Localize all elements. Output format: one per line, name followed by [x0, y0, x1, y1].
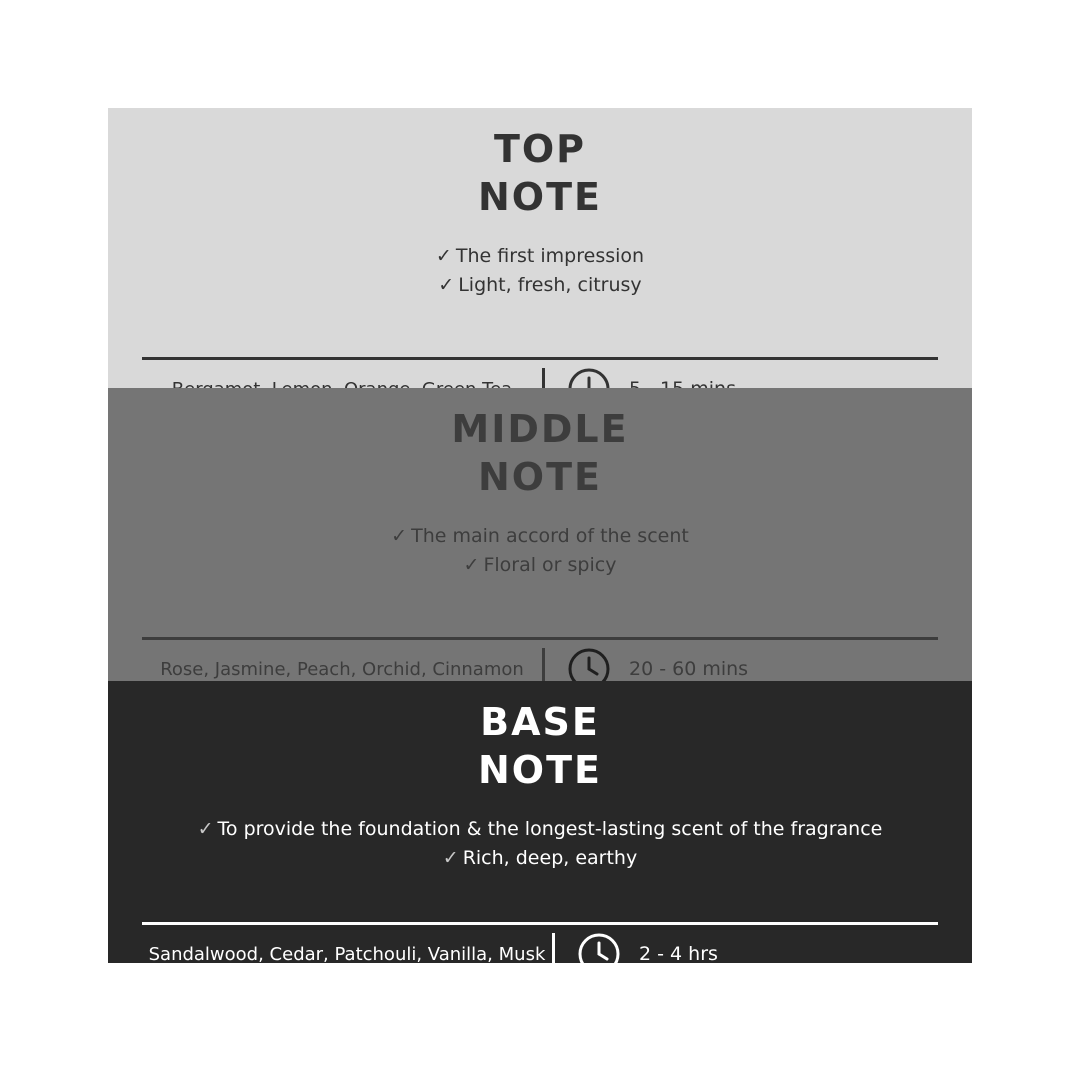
top-note-title: [108, 108, 972, 219]
top-note-bullet-2: [108, 271, 972, 300]
base-note-duration: 2 - 4 hrs: [639, 943, 718, 965]
base-note-title: [108, 681, 972, 792]
top-note-bullets: [108, 242, 972, 299]
top-note-bullet-1: [108, 242, 972, 271]
base-note-bullet-1: [108, 815, 972, 844]
clock-icon: [577, 932, 621, 976]
base-note-bullet-1-text: To provide the foundation & the longest-lasting scent of the fragrance: [217, 818, 883, 840]
middle-note-band: [108, 388, 972, 681]
check-icon: ✓: [197, 818, 214, 840]
base-note-ingredients: Sandalwood, Cedar, Patchouli, Vanilla, Musk: [148, 943, 546, 965]
middle-note-title: [108, 388, 972, 499]
top-note-title-line1: TOP: [493, 127, 587, 171]
check-icon: ✓: [435, 245, 452, 267]
middle-note-title-line1: MIDDLE: [451, 407, 629, 451]
top-note-band: [108, 108, 972, 388]
base-note-title-line2: NOTE: [478, 748, 602, 792]
middle-note-title-line2: NOTE: [478, 455, 602, 499]
base-note-bullet-2: [108, 844, 972, 873]
check-icon: ✓: [442, 846, 459, 869]
base-note-bullet-2-text: Rich, deep, earthy: [462, 846, 638, 869]
middle-note-bullet-1-text: The main accord of the scent: [411, 525, 689, 547]
middle-note-bullets: [108, 522, 972, 579]
middle-note-ingredients: Rose, Jasmine, Peach, Orchid, Cinnamon: [160, 658, 524, 680]
base-note-title-line1: BASE: [480, 700, 600, 744]
base-note-band: [108, 681, 972, 963]
top-note-title-line2: NOTE: [478, 175, 602, 219]
base-note-bullets: [108, 815, 972, 872]
base-note-footer: [108, 925, 972, 983]
top-note-bullet-1-text: The first impression: [455, 245, 645, 267]
base-note-vertical-separator: [552, 933, 555, 975]
check-icon: ✓: [463, 553, 480, 576]
middle-note-duration: 20 - 60 mins: [629, 658, 749, 680]
top-note-bullet-2-text: Light, fresh, citrusy: [458, 273, 642, 296]
middle-note-bullet-2-text: Floral or spicy: [483, 553, 617, 576]
check-icon: ✓: [438, 273, 455, 296]
middle-note-bullet-2: [108, 551, 972, 580]
fragrance-notes-infographic: [108, 108, 972, 963]
middle-note-bullet-1: [108, 522, 972, 551]
check-icon: ✓: [391, 525, 408, 547]
